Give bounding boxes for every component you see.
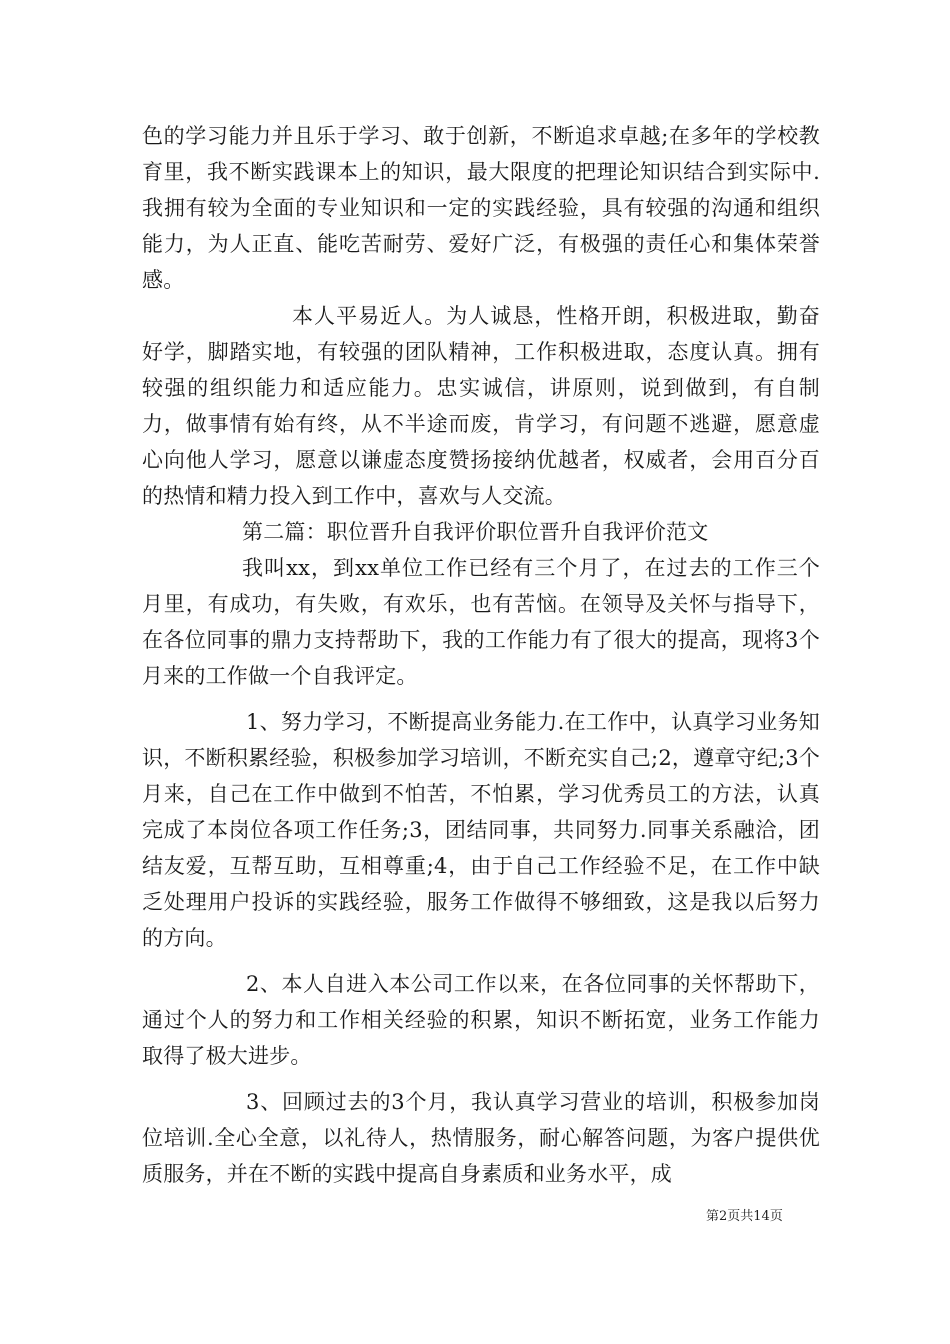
paragraph-continuation: 色的学习能力并且乐于学习、敢于创新，不断追求卓越;在多年的学校教育里，我不断实践课本上的知识，最大限度的把理论知识结合到实际中.我拥有较为全面的专业知识和一定的实践经验，具有较强的沟通和组织能力，为人正直、能吃苦耐劳、爱好广泛，有极强的责任心和集体荣誉感。 xyxy=(142,124,820,292)
spacer xyxy=(142,694,820,704)
paragraph-point-2: 2、本人自进入本公司工作以来，在各位同事的关怀帮助下，通过个人的努力和工作相关经验的积累，知识不断拓宽，业务工作能力取得了极大进步。 xyxy=(142,972,820,1068)
paragraph-self-description: 本人平易近人。为人诚恳，性格开朗，积极进取，勤奋好学，脚踏实地，有较强的团队精神，工作积极进取，态度认真。拥有较强的组织能力和适应能力。忠实诚信，讲原则，说到做到，有自制力，做事情有始有终，从不半途而废，肯学习，有问题不逃避，愿意虚心向他人学习，愿意以谦虚态度赞扬接纳优越者，权威者，会用百分百的热情和精力投入到工作中，喜欢与人交流。 xyxy=(142,304,820,508)
paragraph-point-3: 3、回顾过去的3个月，我认真学习营业的培训，积极参加岗位培训.全心全意，以礼待人，热情服务，耐心解答问题，为客户提供优质服务，并在不断的实践中提高自身素质和业务水平，成 xyxy=(142,1090,820,1186)
paragraph-point-1: 1、努力学习，不断提高业务能力.在工作中，认真学习业务知识，不断积累经验，积极参加学习培训，不断充实自己;2，遵章守纪;3个月来，自己在工作中做到不怕苦，不怕累，学习优秀员工的方法，认真完成了本岗位各项工作任务;3，团结同事，共同努力.同事关系融洽，团结友爱，互帮互助，互相尊重;4，由于自己工作经验不足，在工作中缺乏处理用户投诉的实践经验，服务工作做得不够细致，这是我以后努力的方向。 xyxy=(142,710,820,950)
spacer xyxy=(142,956,820,966)
section-heading: 第二篇：职位晋升自我评价职位晋升自我评价范文 xyxy=(242,520,709,544)
document-body xyxy=(142,118,820,1192)
page-number: 第2页共14页 xyxy=(706,1209,783,1224)
paragraph-intro: 我叫xx，到xx单位工作已经有三个月了，在过去的工作三个月里，有成功，有失败，有欢乐，也有苦恼。在领导及关怀与指导下，在各位同事的鼎力支持帮助下，我的工作能力有了很大的提高，现将3个月来的工作做一个自我评定。 xyxy=(142,556,820,688)
spacer xyxy=(142,1074,820,1084)
